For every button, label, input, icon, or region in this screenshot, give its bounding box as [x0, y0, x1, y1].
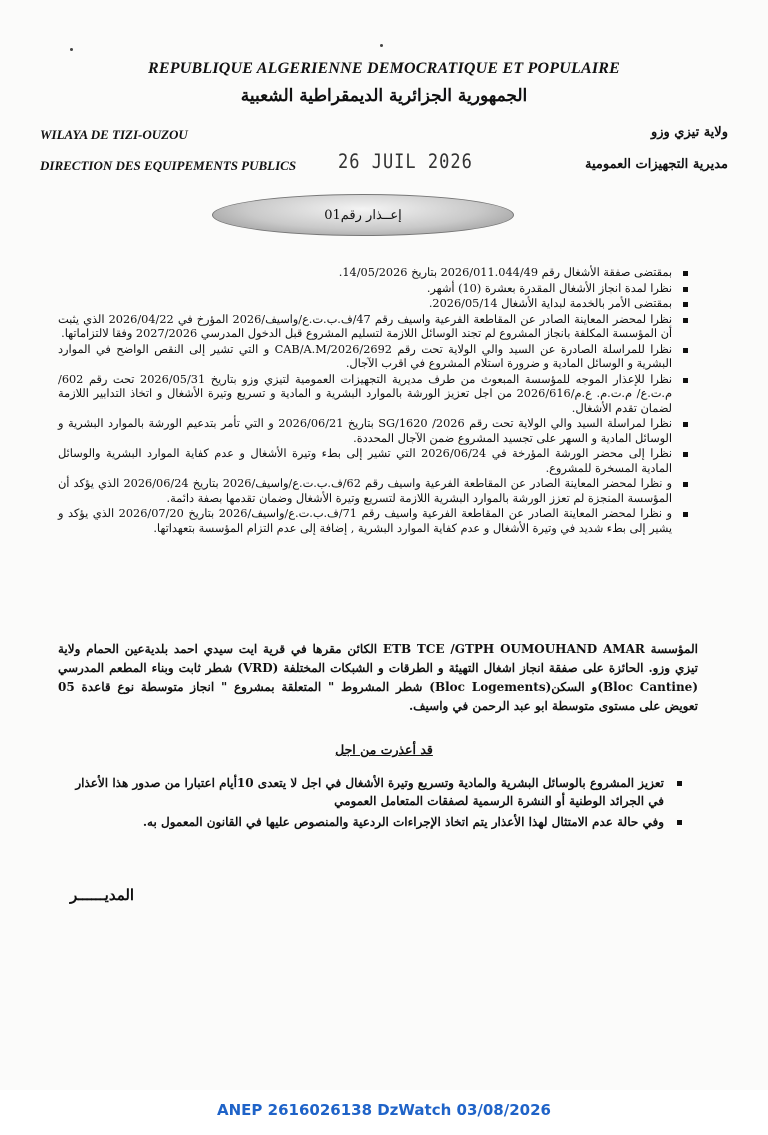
considerations-list: [58, 266, 688, 537]
republic-title-ar: الجمهورية الجزائرية الديمقراطية الشعبية: [240, 86, 528, 106]
list-item: تعزيز المشروع بالوسائل البشرية والمادية وتسريع وتيرة الأشغال في اجل لا يتعدى 10أيام اعتبارا من صدور هذا الأعذار في الجرائد الوطنية أو النشرة الرسمية لصفقات المتعامل العمومي: [62, 774, 682, 810]
date-stamp: 26 JUIL 2026: [338, 150, 473, 174]
requirements-list: [62, 774, 682, 834]
wilaya-fr: WILAYA DE TIZI-OUZOU: [40, 127, 188, 142]
source-footer: ANEP 2616026138 DzWatch 03/08/2026: [217, 1101, 551, 1119]
square-bullet-icon: [683, 482, 688, 487]
scan-speck: [380, 44, 383, 47]
square-bullet-icon: [683, 378, 688, 383]
direction-ar: مديرية التجهيزات العمومية: [585, 157, 728, 172]
republic-title-fr: REPUBLIQUE ALGERIENNE DEMOCRATIQUE ET POPULAIRE: [148, 60, 620, 77]
section-heading: قد أعذرت من اجل: [335, 742, 433, 757]
square-bullet-icon: [683, 422, 688, 427]
list-item: وفي حالة عدم الامتثال لهذا الأعذار يتم اتخاذ الإجراءات الردعية والمنصوص عليها في القانون المعمول به.: [62, 813, 682, 831]
list-item: نظرا لمراسلة السيد والي الولاية تحت رقم 2026/ 1620/SG بتاريخ 2026/06/21 و التي تأمر بتدعيم الورشة بالموارد البشرية و الوسائل المادية و السهر على تجسيد المشروع ضمن الآجال المحددة.: [58, 417, 688, 446]
square-bullet-icon: [683, 512, 688, 517]
square-bullet-icon: [677, 781, 682, 786]
square-bullet-icon: [683, 271, 688, 276]
square-bullet-icon: [683, 287, 688, 292]
wilaya-ar: ولاية تيزي وزو: [650, 125, 728, 140]
signature-title: المديــــــر: [70, 886, 135, 904]
list-item: نظرا للمراسلة الصادرة عن السيد والي الولاية تحت رقم 2692/CAB/A.M/2026 و التي تشير إلى النقص الواضح في الموارد البشرية و الوسائل المادية و ضرورة استلام المشروع في اقرب الآجال.: [58, 343, 688, 372]
direction-fr: DIRECTION DES EQUIPEMENTS PUBLICS: [40, 158, 297, 173]
list-item: و نظرا لمحضر المعاينة الصادر عن المقاطعة الفرعية واسيف رقم 71/ف.ب.ت.ع/واسيف/2026 بتاريخ 2026/07/20 الذي يؤكد و يشير إلى بطء شديد في وتيرة الأشغال و عدم كفاية الموارد البشرية , إضافة إلى عدم التزام المؤسسة بتعهداتها.: [58, 507, 688, 536]
list-item: نظرا لمدة انجاز الأشغال المقدرة بعشرة (10) أشهر.: [58, 282, 688, 297]
list-item: بمقتضى الأمر بالخدمة لبداية الأشغال 2026/05/14.: [58, 297, 688, 312]
square-bullet-icon: [683, 318, 688, 323]
list-item: بمقتضى صفقة الأشغال رقم 2026/011.044/49 بتاريخ 14/05/2026.: [58, 266, 688, 281]
scan-speck: [70, 48, 73, 51]
list-item: و نظرا لمحضر المعاينة الصادر عن المقاطعة الفرعية واسيف رقم 62/ف.ب.ت.ع/واسيف/2026 بتاريخ 2026/06/24 الذي يؤكد أن المؤسسة المنجزة لم تعزز الورشة بالموارد البشرية اللازمة لتسريع وتيرة الأشغال وضمان تقدمها بصفة دائمة.: [58, 477, 688, 506]
square-bullet-icon: [677, 820, 682, 825]
notice-title-banner: [212, 194, 514, 236]
square-bullet-icon: [683, 348, 688, 353]
list-item: نظرا للإعذار الموجه للمؤسسة المبعوث من طرف مديرية التجهيزات العمومية لتيزي وزو بتاريخ 2026/05/31 تحت رقم 602/م.ت.ع/ م.ت.م. ع.م/2026/616 من اجل تعزيز الورشة بالموارد البشرية و المادية و تسريع وتيرة الأشغال و اتخاذ التدابير اللازمة لضمان تقدم الأشغال.: [58, 373, 688, 417]
list-item: نظرا لمحضر المعاينة الصادر عن المقاطعة الفرعية واسيف رقم 47/ف.ب.ت.ع/واسيف/2026 المؤرخ في 2026/04/22 الذي يثبت أن المؤسسة المكلفة بانجاز المشروع لم تجند الوسائل اللازمة لتسليم المشروع قبل الدخول المدرسي 2027/2026 وفقا لالتزاماتها.: [58, 313, 688, 342]
square-bullet-icon: [683, 452, 688, 457]
square-bullet-icon: [683, 302, 688, 307]
list-item: نظرا إلى محضر الورشة المؤرخة في 2026/06/24 التي تشير إلى بطء وتيرة الأشغال و عدم كفاية الموارد البشرية والوسائل المادية المسخرة للمشروع.: [58, 447, 688, 476]
notice-title: إعــذار رقم01: [324, 207, 402, 223]
contractor-paragraph: المؤسسة ETB TCE /GTPH OUMOUHAND AMAR الكائن مقرها في قرية ايت سيدي احمد بلديةعين الحمام ولاية تيزي وزو. الحائزة على صفقة انجاز اشغال التهيئة و الطرقات و الشبكات المختلفة (VRD) شطر ثابت وبناء المطعم المدرسي (Bloc Cantine)و السكن(Bloc Logements) شطر المشروط " المتعلقة بمشروع " انجاز متوسطة نوع قاعدة 05 تعويض على مستوى متوسطة ابو عبد الرحمن في واسيف.: [58, 642, 699, 713]
